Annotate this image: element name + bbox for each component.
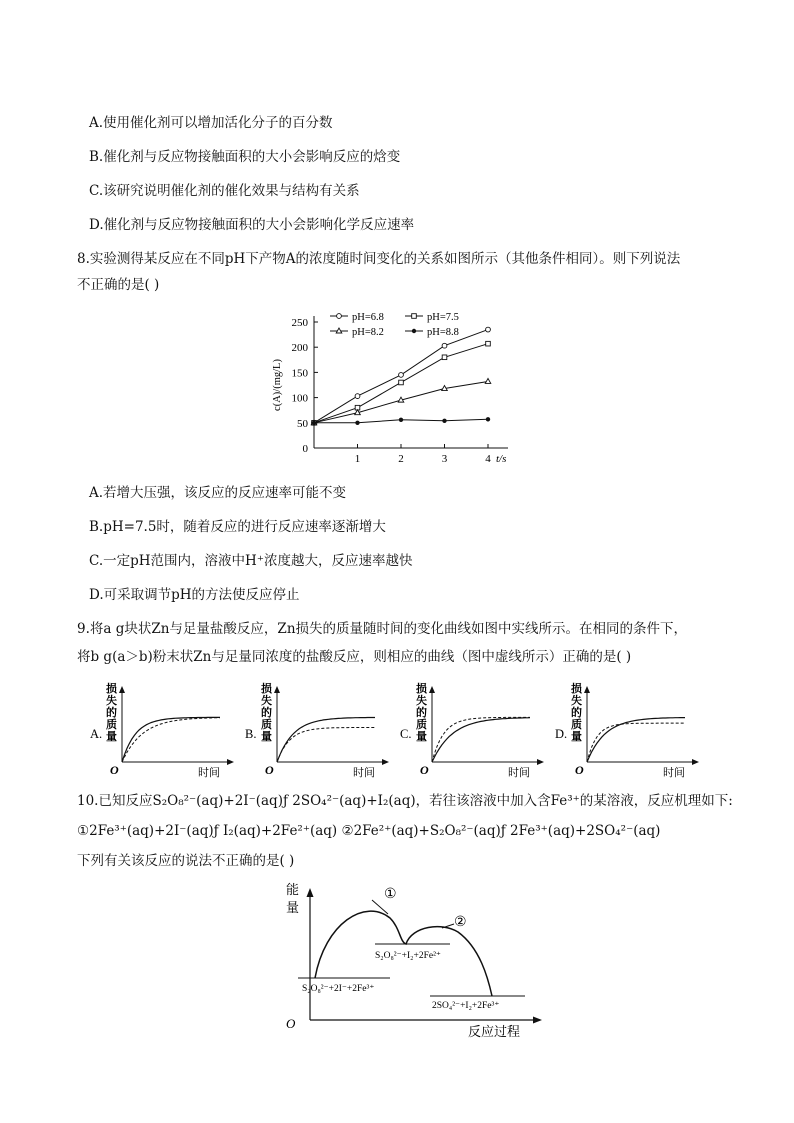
- data-point: [399, 380, 404, 385]
- q9-option-label: C.: [400, 727, 412, 741]
- y-tick-label: 150: [291, 367, 308, 380]
- q9-x-arrow: [382, 759, 389, 765]
- x-axis-label: t/s: [496, 453, 507, 465]
- y-tick-label: 100: [291, 392, 308, 405]
- q8-option-a: A.若增大压强，该反应的反应速率可能不变: [89, 485, 347, 501]
- q10-energy-diagram: [280, 878, 550, 1043]
- q9-option-label: A.: [90, 727, 103, 741]
- data-point: [485, 378, 491, 383]
- q9-ylabel-char: 失: [106, 695, 117, 707]
- q9-xlabel: 时间: [663, 767, 685, 779]
- q10-level-end-label: 2SO₄²⁻+I₂+2Fe³⁺: [432, 1001, 500, 1011]
- q9-origin: O: [575, 763, 584, 777]
- q9-origin: O: [265, 763, 274, 777]
- y-axis-label: c(A)/(mg/L): [272, 359, 283, 411]
- q9-origin: O: [110, 763, 119, 777]
- q8-option-d: D.可采取调节pH的方法使反应停止: [89, 587, 300, 603]
- q10-ylabel-1: 能: [286, 882, 300, 897]
- q10-question: 下列有关该反应的说法不正确的是( ): [77, 853, 295, 869]
- q9-ylabel-char: 量: [571, 731, 582, 743]
- q9-panel: [245, 680, 395, 784]
- data-point: [486, 327, 491, 332]
- legend-label: pH=8.2: [352, 327, 384, 338]
- legend-marker: [412, 314, 417, 319]
- q8-option-b: B.pH=7.5时，随着反应的进行反应速率逐渐增大: [89, 519, 386, 535]
- data-point: [486, 417, 490, 421]
- q7-option-a: A.使用催化剂可以增加活化分子的百分数: [89, 115, 333, 131]
- q9-dashed-curve: [587, 723, 685, 762]
- q10-y-arrow: [307, 888, 314, 897]
- q9-dashed-curve: [122, 718, 220, 762]
- q10-origin: O: [286, 1016, 296, 1031]
- x-tick-label: 3: [441, 453, 448, 465]
- q9-ylabel-char: 失: [416, 695, 427, 707]
- q9-panel: [555, 680, 705, 784]
- q9-ylabel-char: 量: [416, 731, 427, 743]
- data-point: [355, 421, 359, 425]
- q9-xlabel: 时间: [198, 767, 220, 779]
- y-tick-label: 50: [297, 417, 308, 430]
- q9-ylabel-char: 损: [261, 683, 272, 695]
- q9-y-arrow: [429, 686, 435, 693]
- q9-solid-curve: [587, 718, 685, 762]
- q9-panel: [400, 680, 550, 784]
- legend-label: pH=7.5: [427, 312, 459, 323]
- q8-stem-line2: 不正确的是( ): [77, 277, 160, 293]
- q9-ylabel-char: 的: [261, 707, 272, 719]
- q9-x-arrow: [692, 759, 699, 765]
- q10-xlabel: 反应过程: [468, 1024, 521, 1039]
- q8-option-c: C.一定pH范围内，溶液中H⁺浓度越大，反应速率越快: [89, 553, 413, 569]
- q9-solid-curve: [432, 718, 530, 762]
- data-point: [399, 373, 404, 378]
- legend-label: pH=6.8: [352, 312, 384, 323]
- x-tick-label: 4: [485, 453, 491, 465]
- q9-ylabel-char: 的: [106, 707, 117, 719]
- q9-ylabel-char: 的: [571, 707, 582, 719]
- q9-ylabel-char: 的: [416, 707, 427, 719]
- q9-origin: O: [420, 763, 429, 777]
- x-tick-label: 2: [398, 453, 404, 465]
- q9-xlabel: 时间: [353, 767, 375, 779]
- q9-panel: [90, 680, 240, 784]
- q7-option-d: D.催化剂与反应物接触面积的大小会影响化学反应速率: [89, 217, 415, 233]
- q9-ylabel-char: 量: [261, 731, 272, 743]
- q10-x-arrow: [533, 1017, 542, 1024]
- q9-y-arrow: [584, 686, 590, 693]
- q9-ylabel-char: 质: [571, 719, 582, 731]
- q9-x-arrow: [227, 759, 234, 765]
- data-point: [442, 343, 447, 348]
- q9-ylabel-char: 损: [106, 683, 117, 695]
- q8-line-chart: [270, 300, 540, 470]
- q10-level-start-label: S₂O₈²⁻+2I⁻+2Fe³⁺: [302, 984, 375, 994]
- y-tick-label: 250: [291, 317, 308, 329]
- y-tick-label: 0: [302, 443, 308, 455]
- data-point: [442, 419, 446, 423]
- x-tick-label: 1: [354, 453, 361, 465]
- q10-mechanism: ①2Fe³⁺(aq)+2I⁻(aq)ƒ I₂(aq)+2Fe²⁺(aq) ②2Fe²⁺(aq)+S₂O₈²⁻(aq)ƒ 2Fe³⁺(aq)+2SO₄²⁻(aq): [77, 823, 661, 839]
- q9-ylabel-char: 损: [416, 683, 427, 695]
- q9-stem-line2: 将b g(a＞b)粉末状Zn与足量同浓度的盐酸反应，则相应的曲线（图中虚线所示）正确的是( ): [77, 649, 632, 665]
- q10-level-mid-label: S₂O₈²⁻+I₂+2Fe²⁺: [375, 951, 441, 961]
- q9-ylabel-char: 质: [106, 719, 117, 731]
- q9-option-label: B.: [245, 727, 257, 741]
- legend-marker: [337, 314, 342, 319]
- q10-ylabel-2: 量: [286, 900, 300, 915]
- q10-stem-line1: [77, 792, 733, 810]
- q9-y-arrow: [274, 686, 280, 693]
- q10-peak1-label: ①: [384, 887, 397, 902]
- q9-ylabel-char: 损: [571, 683, 582, 695]
- q10-stem-prefix: 10.已知反应: [77, 793, 153, 809]
- q9-xlabel: 时间: [508, 767, 530, 779]
- q8-stem-line1: 8.实验测得某反应在不同pH下产物A的浓度随时间变化的关系如图所示（其他条件相同）。则下列说法: [77, 251, 681, 267]
- data-point: [355, 394, 360, 399]
- q7-option-c: C.该研究说明催化剂的催化效果与结构有关系: [89, 183, 360, 199]
- q9-y-arrow: [119, 686, 125, 693]
- q10-main-equation: S₂O₈²⁻(aq)+2I⁻(aq)ƒ 2SO₄²⁻(aq)+I₂(aq)，若往该溶液中加入含Fe³⁺的某溶液，反应机理如下:: [152, 793, 733, 809]
- data-point: [442, 355, 447, 360]
- q9-dashed-curve: [277, 728, 375, 763]
- q10-peak2-label: ②: [454, 915, 467, 930]
- q9-ylabel-char: 质: [261, 719, 272, 731]
- q9-solid-curve: [277, 718, 375, 763]
- q9-ylabel-char: 质: [416, 719, 427, 731]
- data-point: [486, 341, 491, 346]
- q7-option-b: B.催化剂与反应物接触面积的大小会影响反应的焓变: [89, 149, 401, 165]
- data-point: [312, 421, 316, 425]
- q9-option-label: D.: [555, 727, 568, 741]
- legend-label: pH=8.8: [427, 327, 459, 338]
- data-point: [399, 418, 403, 422]
- legend-marker: [412, 329, 416, 333]
- q9-ylabel-char: 失: [261, 695, 272, 707]
- q9-x-arrow: [537, 759, 544, 765]
- q9-ylabel-char: 失: [571, 695, 582, 707]
- q9-ylabel-char: 量: [106, 731, 117, 743]
- q9-stem-line1: 9.将a g块状Zn与足量盐酸反应，Zn损失的质量随时间的变化曲线如图中实线所示。在相同的条件下，: [77, 621, 688, 637]
- y-tick-label: 200: [291, 342, 308, 355]
